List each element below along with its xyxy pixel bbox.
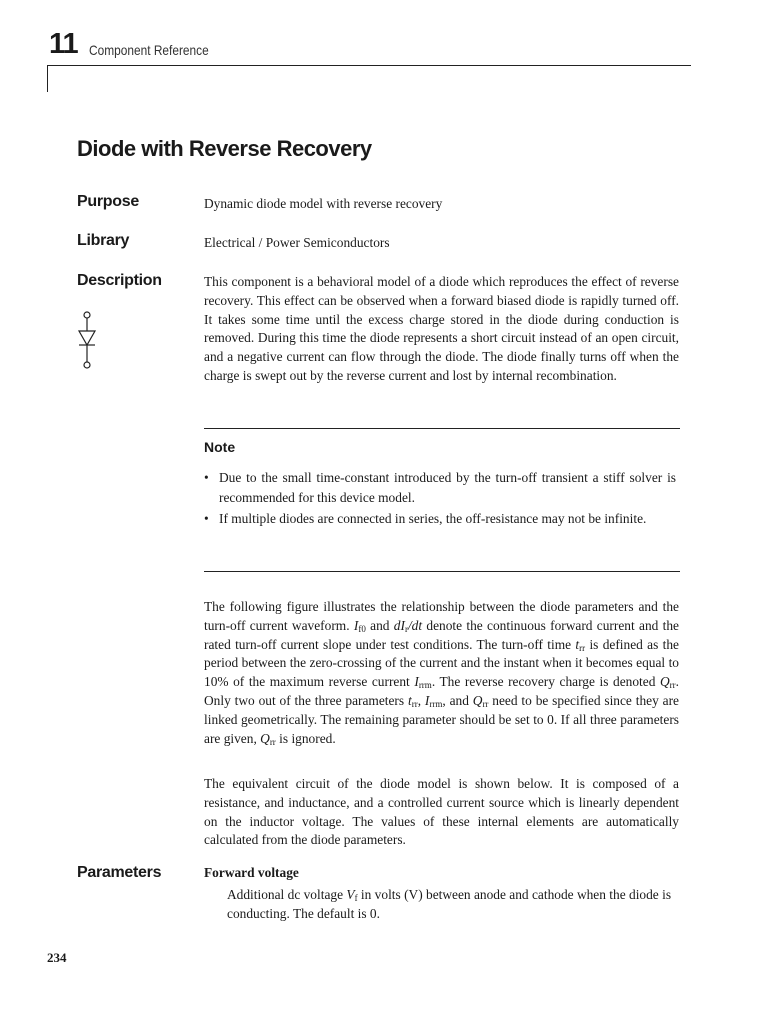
note-item: • If multiple diodes are connected in series, the off-resistance may not be infinite. <box>204 509 676 529</box>
chapter-title: Component Reference <box>89 42 209 58</box>
page-number: 234 <box>47 950 67 965</box>
figure-paragraph: The following figure illustrates the relationship between the diode parameters and the turn-off current waveform. $I_{f0}$ and $dI_r/dt$ denote the continuous forward current and the rated turn-off current slope under test conditions. The turn-off time $t_{rr}$ is defined as the period between the zero-crossing of the current and the instant when it becomes equal to 10% of the maximum reverse current $I_{rrm}$. The reverse recovery charge is denoted $Q_{rr}$. Only two out of the three parameters $t_{rr}$, $I_{rrm}$, and $Q_{rr}$ need to be specified since they are linked geometrically. The remaining parameter should be set to 0. If all three parameters are given, $Q_{rr}$ is ignored. <box>204 599 680 747</box>
description-label: Description <box>77 272 162 289</box>
parameter-description: Additional dc voltage $V_f$ in volts (V) between anode and cathode when the diode is conducting. The default is 0. <box>227 887 672 921</box>
header-rule <box>47 65 691 66</box>
library-label: Library <box>77 232 130 249</box>
library-text: Electrical / Power Semiconductors <box>204 235 390 250</box>
note-top-rule <box>204 428 680 429</box>
description-text: This component is a behavioral model of a diode which reproduces the effect of reverse recovery. This effect can be observed when a forward biased diode is rapidly turned off. It takes some time until the excess charge stored in the diode during conduction is removed. During this time the diode represents a short circuit instead of an open circuit, and a negative current can flow through the diode. The diode finally turns off when the charge is swept out by the reverse current and lost by internal recombination. <box>204 274 679 383</box>
note-heading: Note <box>204 439 236 455</box>
purpose-label: Purpose <box>77 193 139 210</box>
note-bottom-rule <box>204 571 680 572</box>
note-list <box>204 468 676 531</box>
chapter-number: 11 <box>49 28 78 60</box>
parameter-name: Forward voltage <box>204 865 299 880</box>
equivalent-circuit-paragraph: The equivalent circuit of the diode model is shown below. It is composed of a resistance, and inductance, and a controlled current source which is linearly dependent on the inductor voltage. The values of these internal elements are automatically calculated from the diode parameters. <box>204 776 679 848</box>
note-item: • Due to the small time-constant introduced by the turn-off transient a stiff solver is recommended for this device model. <box>204 468 676 507</box>
page-title: Diode with Reverse Recovery <box>77 136 372 161</box>
diode-symbol-icon <box>76 311 98 369</box>
parameters-label: Parameters <box>77 864 162 881</box>
purpose-text: Dynamic diode model with reverse recovery <box>204 196 443 211</box>
header-rule-tick <box>47 65 48 92</box>
